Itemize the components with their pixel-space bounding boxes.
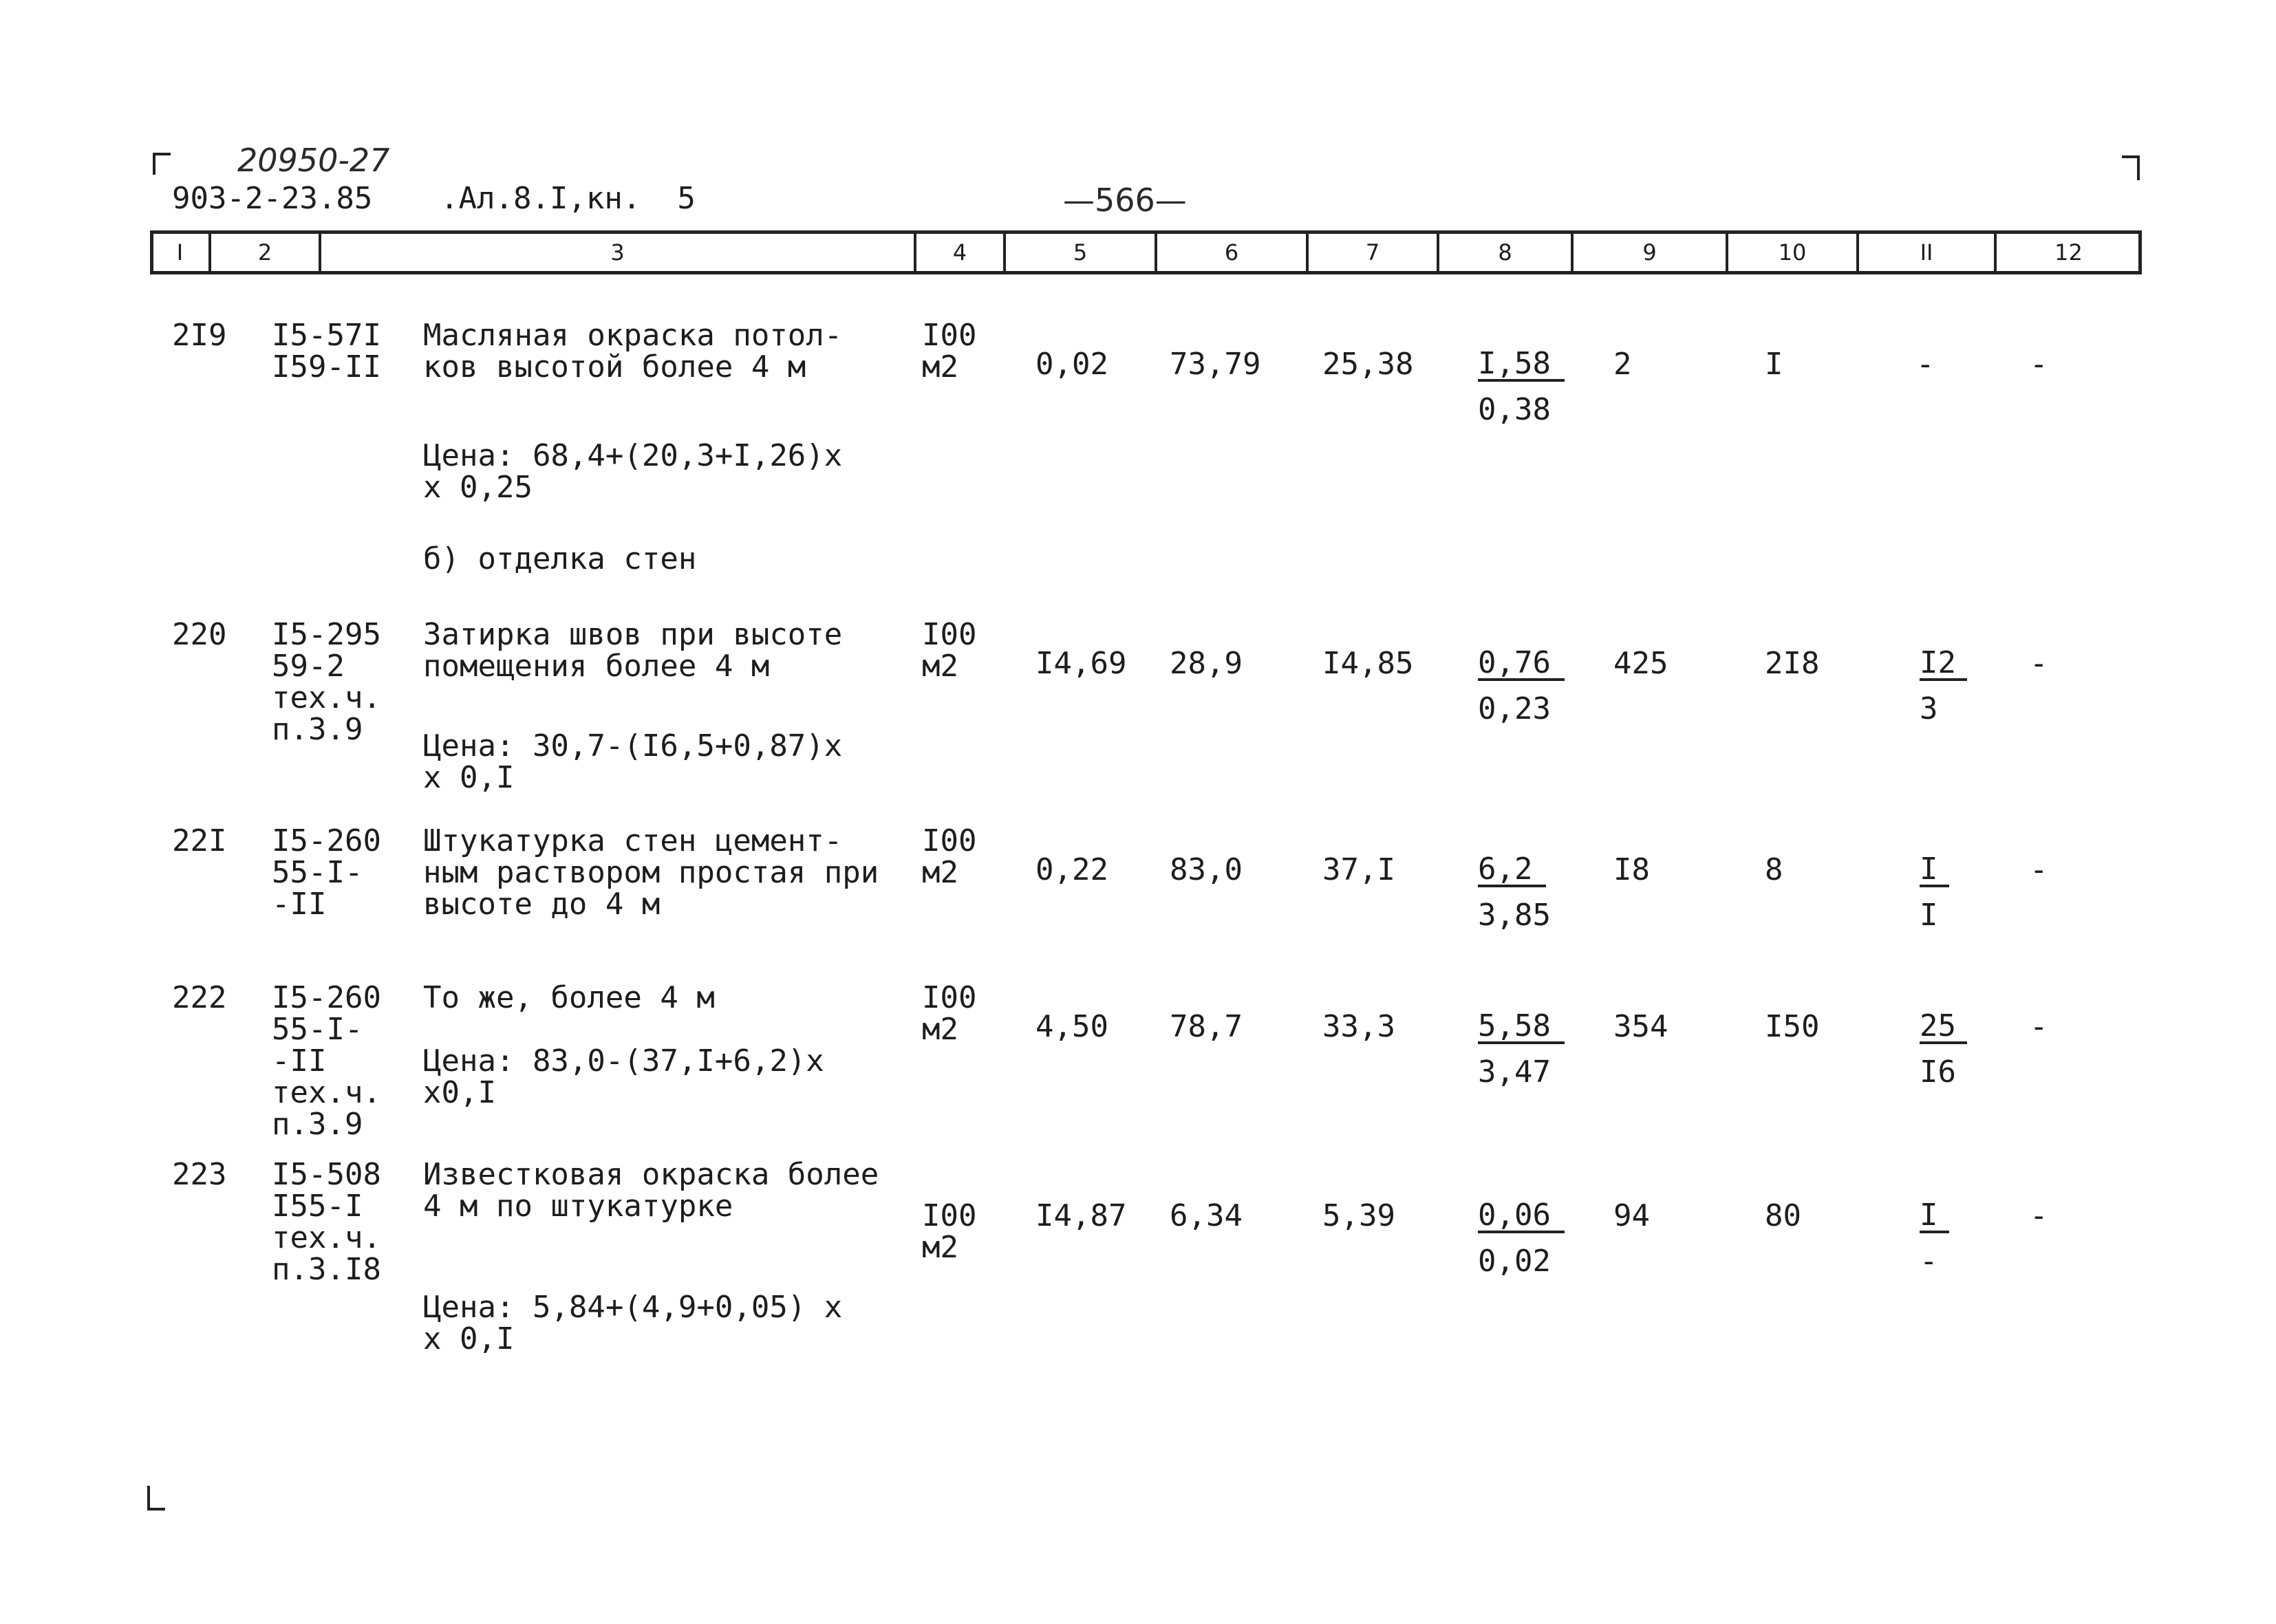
col-8-denominator: 0,23 bbox=[1478, 691, 1551, 726]
work-name-line: Штукатурка стен цемент- bbox=[423, 823, 843, 858]
col-5-value: 0,22 bbox=[1035, 852, 1108, 887]
norm-code-line: I5-260 bbox=[272, 823, 381, 858]
col-12-value: - bbox=[2030, 852, 2048, 887]
column-header-10: 10 bbox=[1778, 239, 1807, 266]
norm-code-line: тех.ч. bbox=[272, 680, 381, 715]
column-header-2: 2 bbox=[257, 239, 272, 266]
col-11-denominator: - bbox=[1920, 1244, 1938, 1279]
col-7-value: 33,3 bbox=[1322, 1009, 1395, 1044]
unit-line: м2 bbox=[922, 1230, 958, 1265]
col-5-value: I4,87 bbox=[1035, 1198, 1127, 1233]
column-header-7: 7 bbox=[1365, 239, 1380, 266]
col-10-value: 2I8 bbox=[1765, 646, 1820, 681]
corner-mark-bottom-left bbox=[147, 1486, 165, 1511]
col-8-denominator: 0,02 bbox=[1478, 1244, 1551, 1279]
column-divider bbox=[1306, 230, 1309, 274]
col-5-value: 0,02 bbox=[1035, 347, 1108, 382]
col-8-numerator: I,58 bbox=[1478, 349, 1565, 382]
price-formula-line: x 0,25 bbox=[423, 470, 533, 505]
row-number: 22I bbox=[172, 823, 227, 858]
col-11-denominator: I6 bbox=[1920, 1054, 1956, 1090]
column-header-4: 4 bbox=[952, 239, 967, 266]
column-header-12: 12 bbox=[2054, 239, 2083, 266]
column-divider bbox=[1994, 230, 1997, 274]
column-header-3: 3 bbox=[610, 239, 625, 266]
col-12-value: - bbox=[2030, 646, 2048, 681]
document-code: 903-2-23.85 bbox=[172, 181, 373, 216]
row-number: 220 bbox=[172, 617, 227, 652]
col-6-value: 28,9 bbox=[1170, 646, 1243, 681]
price-formula-line: Цена: 5,84+(4,9+0,05) x bbox=[423, 1290, 843, 1325]
work-name-line: То же, более 4 м bbox=[423, 980, 715, 1015]
column-header-8: 8 bbox=[1498, 239, 1512, 266]
norm-code-line: 59-2 bbox=[272, 649, 345, 684]
unit-line: м2 bbox=[922, 855, 958, 890]
col-8-numerator: 6,2 bbox=[1478, 854, 1546, 887]
unit-line: I00 bbox=[922, 318, 977, 353]
norm-code-line: п.3.9 bbox=[272, 712, 363, 747]
column-divider bbox=[1437, 230, 1439, 274]
col-9-value: 2 bbox=[1613, 347, 1632, 382]
unit-line: I00 bbox=[922, 980, 977, 1015]
col-6-value: 78,7 bbox=[1170, 1009, 1243, 1044]
norm-code-line: п.3.I8 bbox=[272, 1252, 381, 1287]
unit-line: I00 bbox=[922, 823, 977, 858]
work-name-line: Известковая окраска более bbox=[423, 1157, 879, 1192]
norm-code-line: тех.ч. bbox=[272, 1075, 381, 1110]
row-number: 2I9 bbox=[172, 318, 227, 353]
price-formula-line: x0,I bbox=[423, 1075, 496, 1110]
col-10-value: I bbox=[1765, 347, 1783, 382]
work-name-line: ным раствором простая при bbox=[423, 855, 879, 890]
unit-line: I00 bbox=[922, 1198, 977, 1233]
norm-code-line: I5-57I bbox=[272, 318, 381, 353]
column-header-5: 5 bbox=[1073, 239, 1088, 266]
col-6-value: 6,34 bbox=[1170, 1198, 1243, 1233]
column-divider bbox=[914, 230, 916, 274]
corner-mark-top-right bbox=[2122, 155, 2140, 180]
unit-line: I00 bbox=[922, 617, 977, 652]
col-8-denominator: 3,47 bbox=[1478, 1054, 1551, 1090]
col-9-value: 94 bbox=[1613, 1198, 1650, 1233]
section-heading: б) отделка стен bbox=[423, 541, 697, 576]
col-8-numerator: 0,76 bbox=[1478, 648, 1565, 681]
col-6-value: 73,79 bbox=[1170, 347, 1261, 382]
corner-mark-top-left bbox=[153, 153, 171, 175]
col-10-value: I50 bbox=[1765, 1009, 1820, 1044]
col-7-value: 5,39 bbox=[1322, 1198, 1395, 1233]
column-header-6: 6 bbox=[1224, 239, 1239, 266]
col-11-numerator: I bbox=[1920, 854, 1949, 887]
column-header-1: I bbox=[176, 239, 184, 266]
price-formula-line: Цена: 30,7-(I6,5+0,87)x bbox=[423, 728, 843, 764]
column-header-11: II bbox=[1920, 239, 1933, 266]
norm-code-line: -II bbox=[272, 887, 327, 922]
norm-code-line: 55-I- bbox=[272, 855, 363, 890]
column-divider bbox=[1571, 230, 1574, 274]
work-name-line: 4 м по штукатурке bbox=[423, 1189, 733, 1224]
col-9-value: 354 bbox=[1613, 1009, 1668, 1044]
col-11-numerator: 25 bbox=[1920, 1011, 1967, 1044]
col-11-denominator: I bbox=[1920, 898, 1938, 933]
norm-code-line: I59-II bbox=[272, 349, 381, 385]
col-11-numerator: I bbox=[1920, 1200, 1949, 1233]
work-name-line: Масляная окраска потол- bbox=[423, 318, 843, 353]
price-formula-line: Цена: 68,4+(20,3+I,26)x bbox=[423, 438, 843, 473]
norm-code-line: I5-295 bbox=[272, 617, 381, 652]
column-divider bbox=[319, 230, 321, 274]
column-divider bbox=[1726, 230, 1728, 274]
col-9-value: 425 bbox=[1613, 646, 1668, 681]
unit-line: м2 bbox=[922, 1012, 958, 1047]
page-number: —566— bbox=[1063, 182, 1187, 219]
norm-code-line: I55-I bbox=[272, 1189, 363, 1224]
col-11-value: - bbox=[1916, 347, 1935, 382]
col-7-value: 37,I bbox=[1322, 852, 1395, 887]
col-12-value: - bbox=[2030, 1009, 2048, 1044]
work-name-line: ков высотой более 4 м bbox=[423, 349, 806, 385]
norm-code-line: -II bbox=[272, 1043, 327, 1079]
col-9-value: I8 bbox=[1613, 852, 1650, 887]
norm-code-line: I5-508 bbox=[272, 1157, 381, 1192]
price-formula-line: x 0,I bbox=[423, 1321, 515, 1356]
column-divider bbox=[1155, 230, 1157, 274]
col-8-denominator: 0,38 bbox=[1478, 392, 1551, 427]
col-8-numerator: 0,06 bbox=[1478, 1200, 1565, 1233]
col-10-value: 80 bbox=[1765, 1198, 1801, 1233]
col-8-denominator: 3,85 bbox=[1478, 898, 1551, 933]
unit-line: м2 bbox=[922, 349, 958, 385]
norm-code-line: I5-260 bbox=[272, 980, 381, 1015]
col-7-value: 25,38 bbox=[1322, 347, 1414, 382]
norm-code-line: п.3.9 bbox=[272, 1107, 363, 1142]
col-12-value: - bbox=[2030, 1198, 2048, 1233]
column-divider bbox=[1856, 230, 1859, 274]
row-number: 223 bbox=[172, 1157, 227, 1192]
album-reference: .Ал.8.I,кн. 5 bbox=[440, 181, 696, 216]
col-8-numerator: 5,58 bbox=[1478, 1011, 1565, 1044]
work-name-line: Затирка швов при высоте bbox=[423, 617, 843, 652]
col-11-denominator: 3 bbox=[1920, 691, 1938, 726]
norm-code-line: 55-I- bbox=[272, 1012, 363, 1047]
col-5-value: I4,69 bbox=[1035, 646, 1127, 681]
handwritten-number: 20950-27 bbox=[237, 142, 390, 179]
price-formula-line: x 0,I bbox=[423, 760, 515, 795]
row-number: 222 bbox=[172, 980, 227, 1015]
column-header-9: 9 bbox=[1642, 239, 1657, 266]
work-name-line: помещения более 4 м bbox=[423, 649, 770, 684]
price-formula-line: Цена: 83,0-(37,I+6,2)x bbox=[423, 1043, 824, 1079]
col-10-value: 8 bbox=[1765, 852, 1783, 887]
col-11-numerator: I2 bbox=[1920, 648, 1967, 681]
col-7-value: I4,85 bbox=[1322, 646, 1414, 681]
col-12-value: - bbox=[2030, 347, 2048, 382]
col-5-value: 4,50 bbox=[1035, 1009, 1108, 1044]
column-divider bbox=[208, 230, 211, 274]
unit-line: м2 bbox=[922, 649, 958, 684]
norm-code-line: тех.ч. bbox=[272, 1220, 381, 1255]
column-divider bbox=[1003, 230, 1006, 274]
work-name-line: высоте до 4 м bbox=[423, 887, 661, 922]
col-6-value: 83,0 bbox=[1170, 852, 1243, 887]
